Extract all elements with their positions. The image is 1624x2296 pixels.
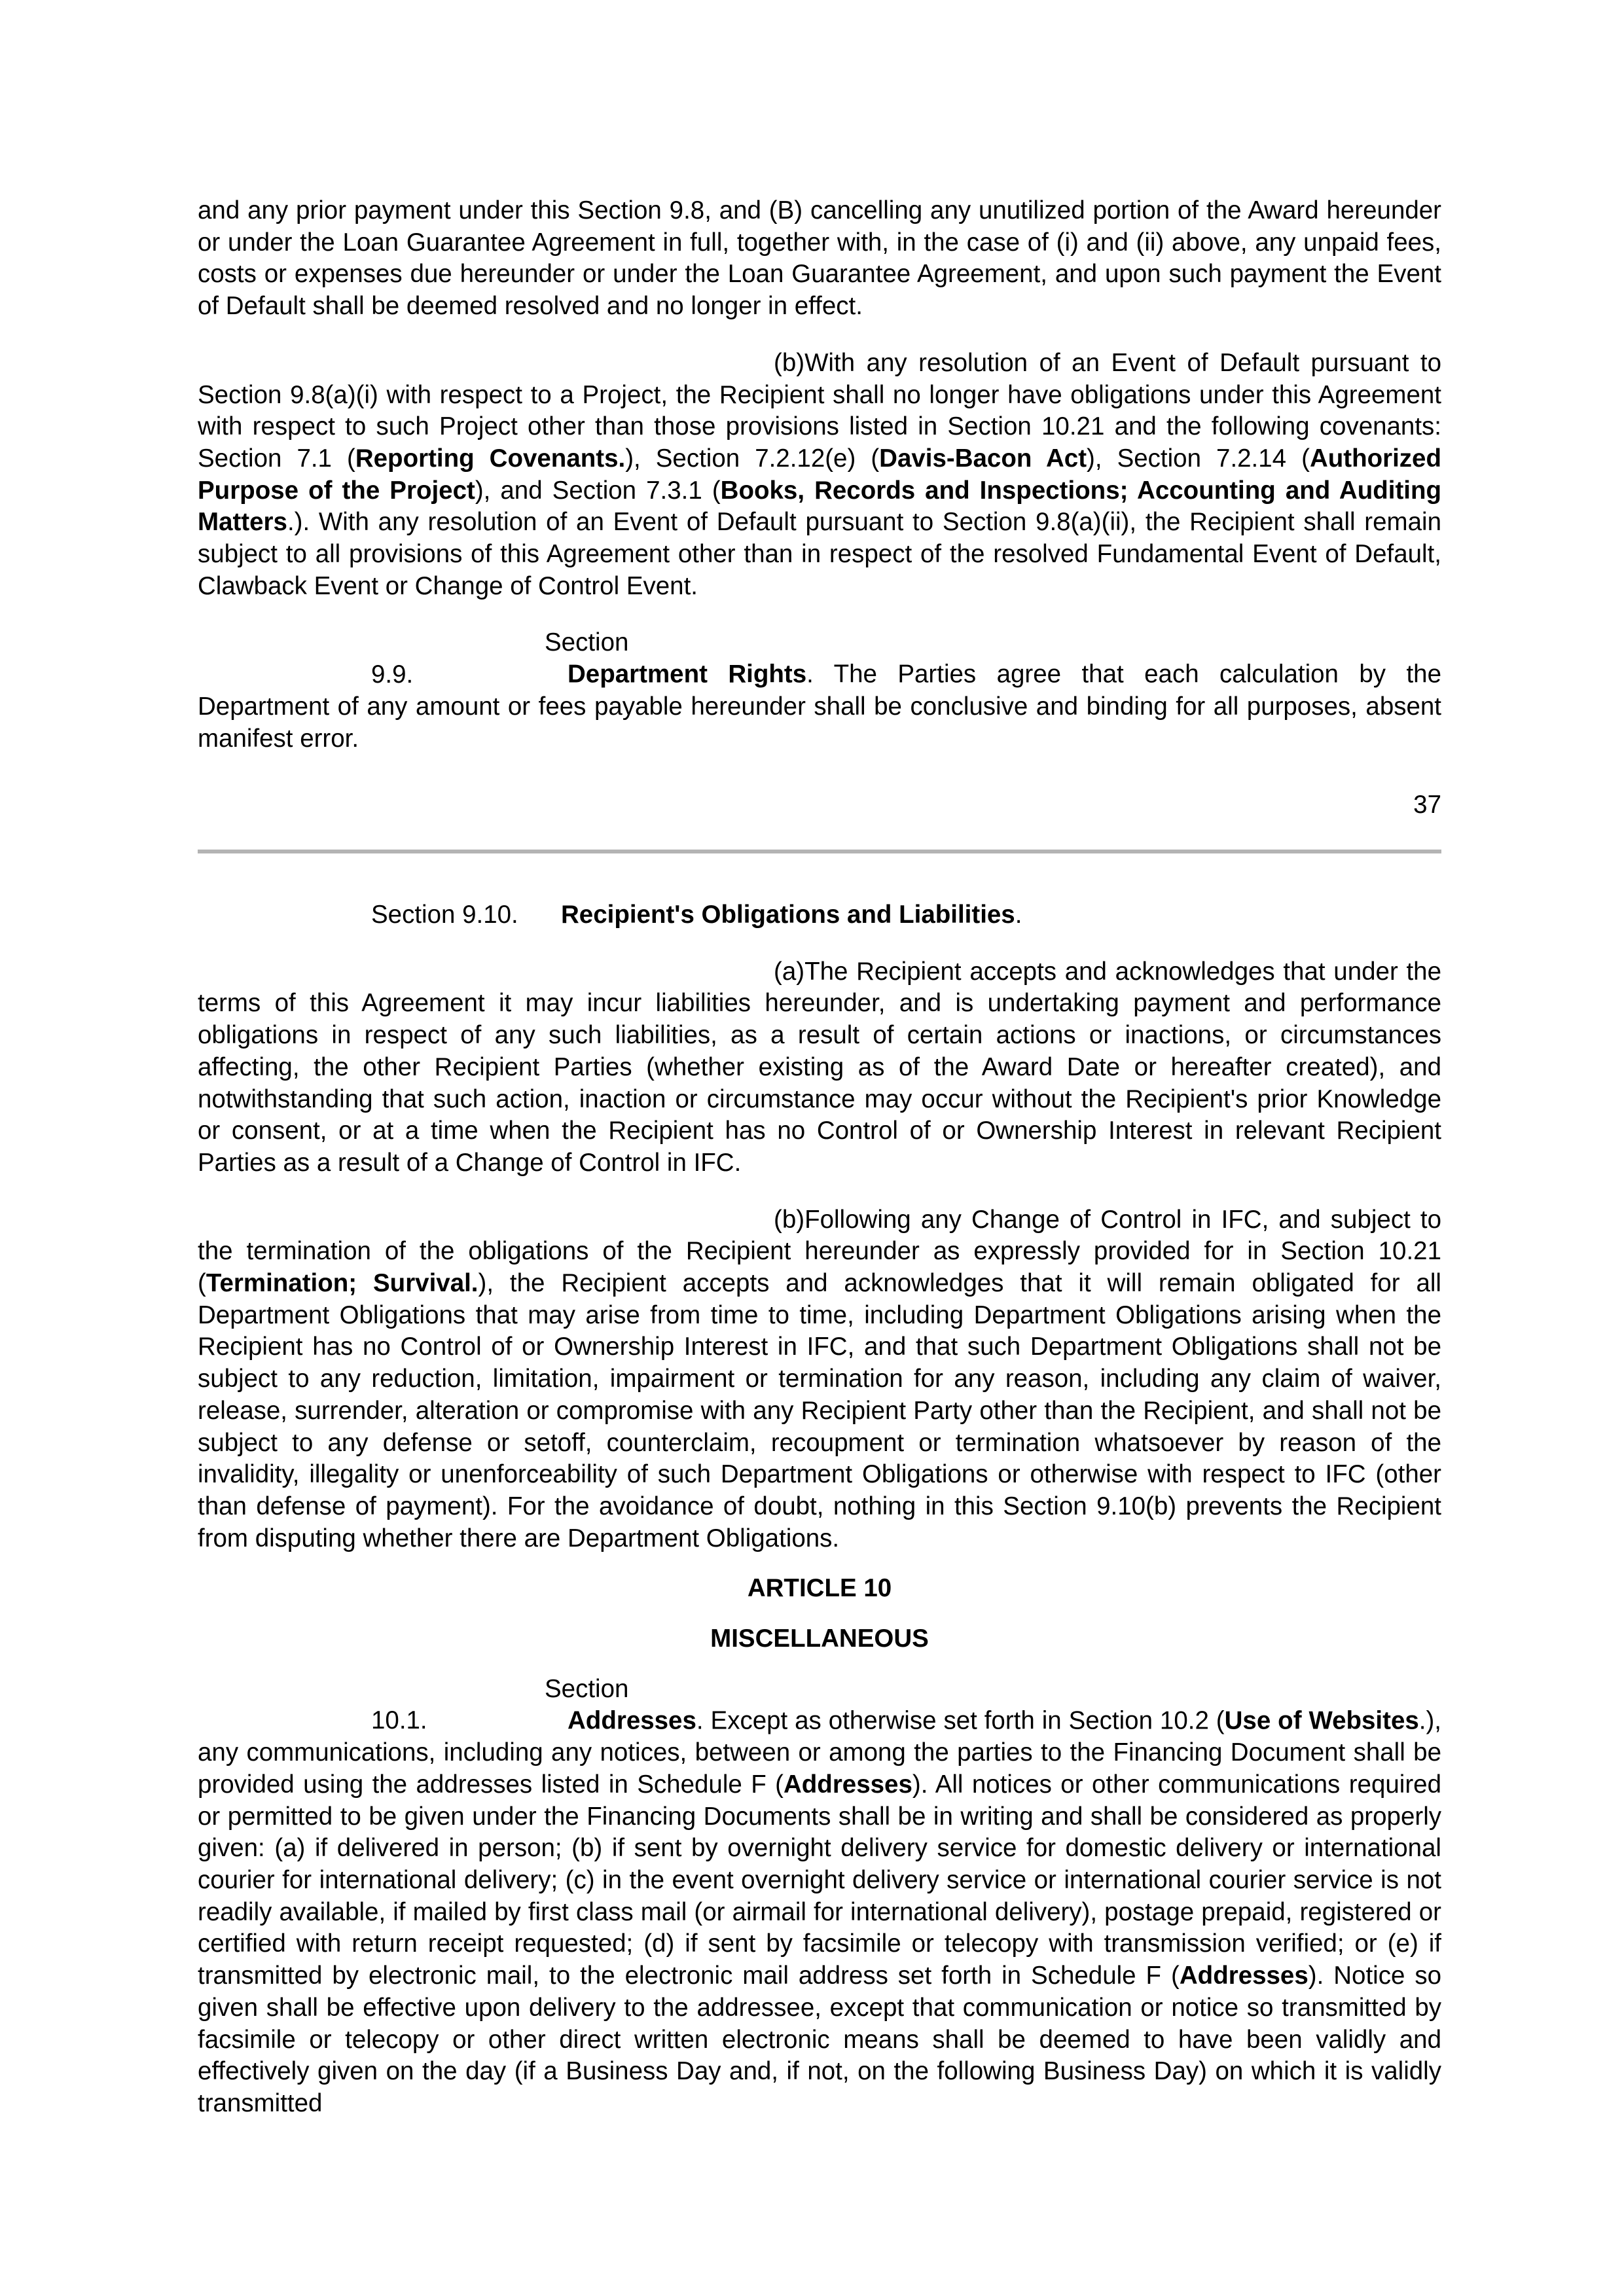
bold-reference: Davis-Bacon Act <box>879 444 1087 473</box>
section-9-10-heading <box>198 899 1441 931</box>
paragraph-label: (b) <box>774 348 805 377</box>
spacer <box>198 931 1441 956</box>
paragraph-continuation <box>198 195 1441 323</box>
bold-reference: Addresses <box>1179 1962 1308 1990</box>
paragraph-text: Following any Change of Control in IFC, and subject to the termination of the obligations of the Recipient hereunder as expressly provided for in Section 10.21 ( <box>198 1205 1441 1298</box>
page-divider <box>198 850 1441 853</box>
paragraph-label: (a) <box>774 957 805 986</box>
section-title: Addresses <box>568 1706 696 1735</box>
paragraph-text: ), Section 7.2.14 ( <box>1087 444 1310 473</box>
paragraph-9-10-b <box>198 1204 1441 1555</box>
article-number: ARTICLE 10 <box>747 1574 892 1603</box>
paragraph-label: (b) <box>774 1205 805 1234</box>
page-37-body <box>198 195 1441 755</box>
paragraph-text: ), and Section 7.3.1 ( <box>475 476 721 505</box>
article-title: MISCELLANEOUS <box>710 1624 929 1653</box>
page-number: 37 <box>1413 791 1441 819</box>
bold-reference: Termination; Survival. <box>206 1269 478 1298</box>
spacer <box>198 323 1441 348</box>
bold-reference: Addresses <box>783 1770 912 1799</box>
paragraph-text: The Recipient accepts and acknowledges that under the terms of this Agreement it may incur liabilities hereunder, and is undertaking payment and performance obligations in respect of any such liabilities, as a result of certain actions or inactions, or circumstances affecting, the other Recipient Parties (whether existing as of the Award Date or hereafter created), and notwithstanding that such action, inaction or circumstance may occur without the Recipient's prior Knowledge or consent, or at a time when the Recipient has no Control of or Ownership Interest in relevant Recipient Parties as a result of a Change of Control in IFC. <box>198 957 1441 1177</box>
section-number: Section 9.9. <box>371 628 629 689</box>
paragraph-text: .), any communications, including any notices, between or among the parties to the Financing Document shall be provided using the addresses listed in Schedule F ( <box>198 1706 1441 1799</box>
paragraph-text: ). Notice so given shall be effective upon delivery to the addressee, except that communication or notice so transmitted by facsimile or telecopy or other direct written electronic means shall be deemed to have been validly and effectively given on the day (if a Business Day and, if not, on the following Business Day) on which it is validly transmitted <box>198 1962 1442 2117</box>
section-number: Section 10.1. <box>371 1674 629 1735</box>
bold-reference: Reporting Covenants. <box>355 444 626 473</box>
spacer <box>198 1554 1441 1573</box>
paragraph-text: ). All notices or other communications required or permitted to be given under the Financing Documents shall be in writing and shall be considered as properly given: (a) if delivered in person; (b) if sent by overnight delivery service for domestic delivery or international courier for international delivery; (c) in the event overnight delivery service or international courier service is not readily available, if mailed by first class mail (or airmail for international delivery), postage prepaid, registered or certified with return receipt requested; (d) if sent by facsimile or telecopy with transmission verified; or (e) if transmitted by electronic mail, to the electronic mail address set forth in Schedule F ( <box>198 1770 1441 1990</box>
section-title: Recipient's Obligations and Liabilities <box>561 901 1015 929</box>
section-10-1 <box>198 1674 1441 2120</box>
spacer <box>198 1179 1441 1204</box>
spacer <box>198 602 1441 627</box>
paragraph-text: and any prior payment under this Section 9.8, and (B) cancelling any unutilized portion of the Award hereunder or under the Loan Guarantee Agreement in full, together with, in the case of (i) and (ii) above, any unpaid fees, costs or expenses due hereunder or under the Loan Guarantee Agreement, and upon such payment the Event of Default shall be deemed resolved and no longer in effect. <box>198 196 1441 321</box>
paragraph-9-10-a <box>198 956 1441 1179</box>
spacer <box>198 1655 1441 1674</box>
paragraph-text: ), Section 7.2.12(e) ( <box>625 444 880 473</box>
paragraph-text: . Except as otherwise set forth in Section 10.2 ( <box>696 1706 1225 1735</box>
section-9-9 <box>198 627 1441 755</box>
page-38-body <box>198 899 1441 2120</box>
bold-reference: Authorized Purpose of the Project <box>198 444 1441 505</box>
bold-reference: Use of Websites <box>1224 1706 1419 1735</box>
heading-period: . <box>1015 901 1022 929</box>
paragraph-text: . The Parties agree that each calculation by the Department of any amount or fees payable hereunder shall be conclusive and binding for all purposes, absent manifest error. <box>198 660 1441 753</box>
section-title: Department Rights <box>568 660 807 689</box>
spacer <box>198 1605 1441 1623</box>
section-number: Section 9.10. <box>371 901 518 929</box>
paragraph-text: ), the Recipient accepts and acknowledges that it will remain obligated for all Department Obligations that may arise from time to time, including Department Obligations arising when the Recipient has no Control of or Ownership Interest in IFC, and that such Department Obligations shall not be subject to any reduction, limitation, impairment or termination for any reason, including any claim of waiver, release, surrender, alteration or compromise with any Recipient Party other than the Recipient, and shall not be subject to any defense or setoff, counterclaim, recoupment or termination whatsoever by reason of the invalidity, illegality or unenforceability of such Department Obligations or otherwise with respect to IFC (other than defense of payment). For the avoidance of doubt, nothing in this Section 9.10(b) prevents the Recipient from disputing whether there are Department Obligations. <box>198 1269 1441 1552</box>
paragraph-text: .). With any resolution of an Event of Default pursuant to Section 9.8(a)(ii), the Recipient shall remain subject to all provisions of this Agreement other than in respect of the resolved Fundamental Event of Default, Clawback Event or Change of Control Event. <box>198 508 1441 600</box>
paragraph-text: With any resolution of an Event of Default pursuant to Section 9.8(a)(i) with respect to a Project, the Recipient shall no longer have obligations under this Agreement with respect to such Project other than those provisions listed in Section 10.21 and the following covenants: Section 7.1 ( <box>198 348 1441 473</box>
paragraph-9-8-b <box>198 348 1441 603</box>
bold-reference: Books, Records and Inspections; Accounting and Auditing Matters <box>198 476 1441 537</box>
